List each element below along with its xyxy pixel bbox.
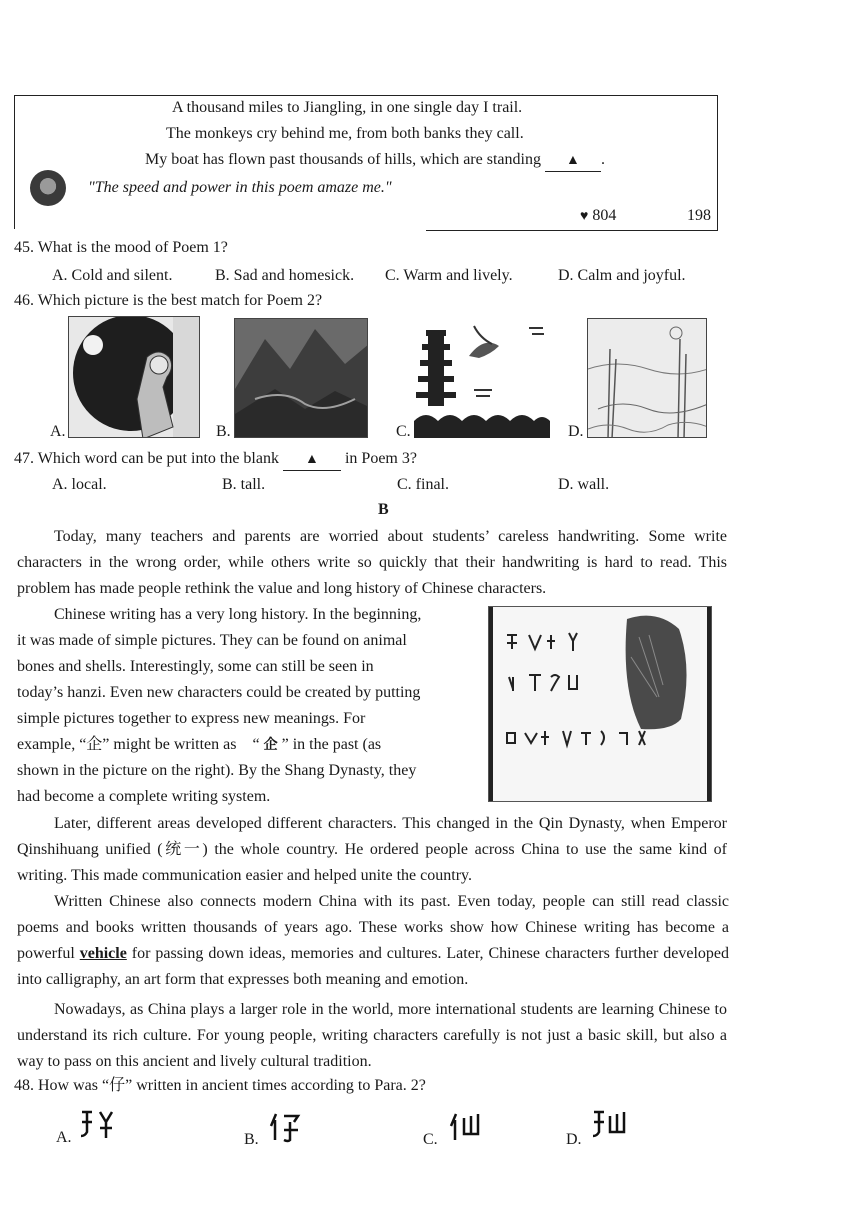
q48-option-a-glyph (78, 1108, 118, 1142)
box-bottom-gap (14, 229, 426, 233)
paragraph-5: Nowadays, as China plays a larger role in the world, more international students are learning Chinese to understand its rich culture. For young people, writing characters carefully is not just a basic skill, but also a way to pass on this ancient and lively cultural tradition. (17, 1001, 727, 1070)
poem-line-3-end: . (600, 151, 605, 168)
q48-label-b: B. (244, 1131, 259, 1148)
answer-blank: ▲ (545, 151, 601, 172)
p2-example-suffix: in the past (as (292, 736, 382, 753)
p2-quote-close: ” (281, 736, 289, 753)
question-46: 46. Which picture is the best match for Poem 2? (14, 292, 323, 309)
q48-option-b-glyph (268, 1110, 306, 1144)
q45-option-d: D. Calm and joyful. (558, 267, 686, 284)
q45-option-a: A. Cold and silent. (52, 267, 173, 284)
picture-d-sketch (587, 318, 707, 438)
oracle-bone-scroll-picture (488, 606, 712, 802)
likes-count (580, 206, 616, 227)
avatar (30, 170, 66, 206)
picture-a-moon-gazer (68, 316, 200, 438)
p2-line: shown in the picture on the right). By the Shang Dynasty, they (17, 762, 417, 779)
comment-count: 198 (687, 207, 711, 224)
p2-line: it was made of simple pictures. They can be found on animal (17, 632, 407, 649)
likes-value: 804 (592, 207, 617, 224)
question-47 (14, 449, 417, 471)
question-47-suffix: in Poem 3? (344, 450, 417, 467)
q47-blank: ▲ (283, 450, 341, 471)
picture-b-mountains (234, 318, 368, 438)
q47-option-d: D. wall. (558, 476, 610, 493)
underlined-word-vehicle: vehicle (79, 945, 127, 962)
picture-c-pagoda (414, 316, 550, 438)
question-48: 48. How was “仔” written in ancient times according to Para. 2? (14, 1077, 426, 1094)
poem-line-2: The monkeys cry behind me, from both banks they call. (166, 125, 524, 142)
picture-a-label: A. (50, 423, 66, 440)
poem-line-1: A thousand miles to Jiangling, in one single day I trail. (172, 99, 523, 116)
p2-line: had become a complete writing system. (17, 788, 271, 805)
p2-example-prefix: example, “企” might be written as (17, 736, 237, 753)
q47-option-b: B. tall. (222, 476, 266, 493)
p2-line: Chinese writing has a very long history. In the beginning, (54, 606, 422, 623)
reader-comment: "The speed and power in this poem amaze me." (88, 179, 392, 196)
picture-d-label: D. (568, 423, 584, 440)
q45-option-c: C. Warm and lively. (385, 267, 513, 284)
p2-line: simple pictures together to express new meanings. For (17, 710, 366, 727)
paragraph-4 (17, 889, 729, 993)
ancient-qi-glyph: 企 (263, 737, 278, 753)
p2-line: bones and shells. Interestingly, some can still be seen in (17, 658, 374, 675)
q48-label-c: C. (423, 1131, 438, 1148)
paragraph-1: Today, many teachers and parents are worried about students’ careless handwriting. Some write characters in the wrong order, while others write so quickly that their handwriting is hard to read. This problem has made people rethink the value and long history of Chinese characters. (17, 528, 727, 597)
paragraph-3: Later, different areas developed different characters. This changed in the Qin Dynasty, when Emperor Qinshihuang unified (统一) the whole country. He ordered people across China to use the same kind of writing. This made communication easier and helped unite the country. (17, 815, 727, 884)
poem-line-3-text: My boat has flown past thousands of hills, which are standing (145, 151, 541, 168)
q48-label-d: D. (566, 1131, 582, 1148)
question-47-text: 47. Which word can be put into the blank (14, 450, 279, 467)
picture-b-label: B. (216, 423, 231, 440)
p2-line: today’s hanzi. Even new characters could be created by putting (17, 684, 421, 701)
q48-option-c-glyph (448, 1110, 484, 1144)
heart-icon: ♥ (580, 209, 589, 224)
p2-quote-open: “ (252, 736, 260, 753)
question-45: 45. What is the mood of Poem 1? (14, 239, 228, 256)
poem-line-3 (145, 150, 605, 172)
picture-c-label: C. (396, 423, 411, 440)
q48-label-a: A. (56, 1129, 72, 1146)
q48-option-d-glyph (590, 1108, 630, 1142)
p4-text-before: Written Chinese also connects modern China with its past. Even today, people can still read classic poems and books written thousands of years ago. These works show how Chinese writing has become a powerful (17, 893, 729, 962)
section-heading-b: B (378, 501, 389, 518)
p2-example-line (17, 732, 469, 758)
p4-text-after: for passing down ideas, memories and cultures. Later, Chinese characters further developed into calligraphy, an art form that expresses both meaning and emotion. (17, 945, 729, 988)
q45-option-b: B. Sad and homesick. (215, 267, 355, 284)
q47-option-a: A. local. (52, 476, 107, 493)
q47-option-c: C. final. (397, 476, 449, 493)
paragraph-2 (17, 602, 469, 810)
